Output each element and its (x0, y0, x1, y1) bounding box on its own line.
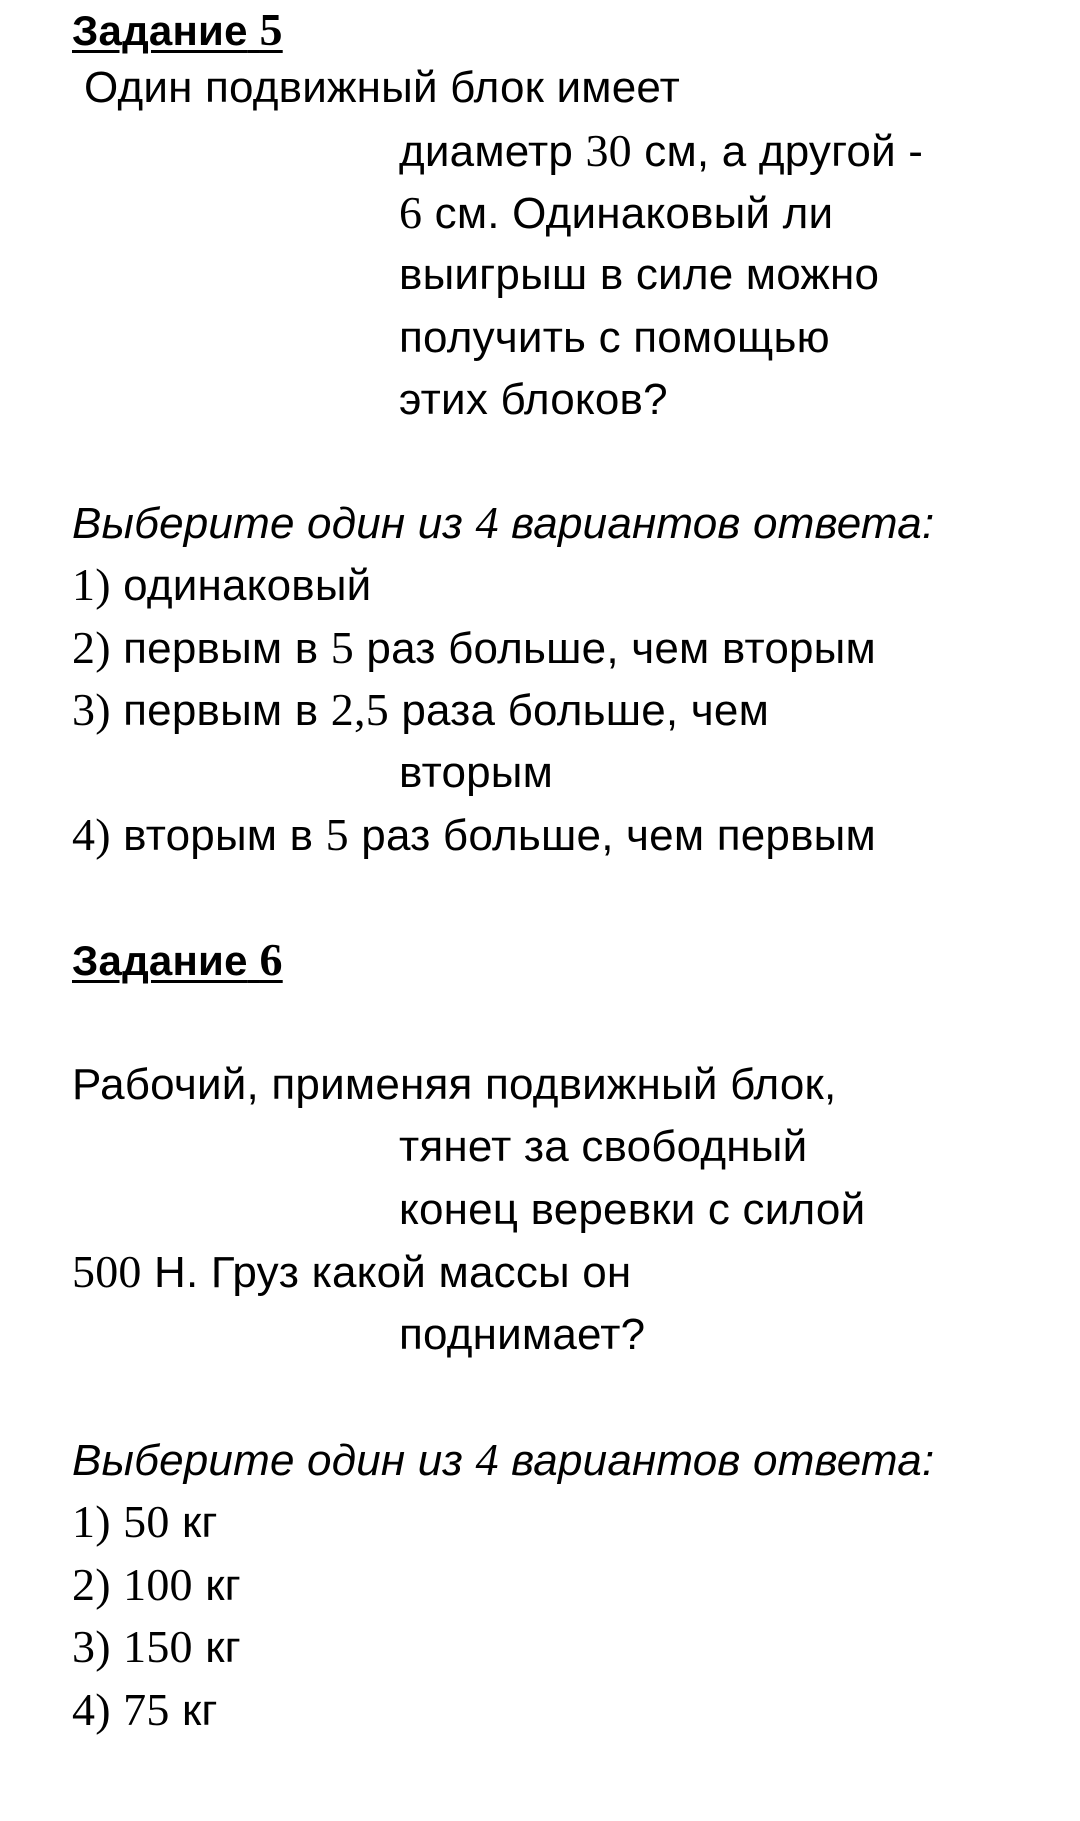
option-text: вторым в (110, 811, 326, 860)
option-number: 4) (72, 809, 111, 860)
option-value: 2,5 (330, 684, 389, 735)
task6-title-number: 6 (259, 934, 283, 985)
task6-text: Н. Груз какой массы он (141, 1248, 632, 1297)
task5-question-line-1: Один подвижный блок имеет (84, 63, 680, 112)
prompt-text: вариантов ответа: (498, 1436, 935, 1485)
option-value: 75 (123, 1684, 170, 1735)
option-text: раз больше, чем вторым (354, 624, 876, 673)
prompt-number: 4 (475, 1434, 499, 1485)
task5-question-line-5: получить с помощью (399, 313, 830, 362)
option-number: 3) (72, 684, 111, 735)
task5-title-number: 5 (259, 4, 283, 55)
prompt-number: 4 (475, 497, 499, 548)
option-number: 2) (72, 1559, 111, 1610)
task6-force-value: 500 (72, 1246, 142, 1297)
task6-title (72, 930, 283, 991)
option-number: 1) (72, 1496, 111, 1547)
task6-question-line-2: тянет за свободный (399, 1122, 808, 1171)
option-text: первым в (110, 624, 331, 673)
task5-question-line-6: этих блоков? (399, 375, 668, 424)
task6-question-line-5: поднимает? (399, 1310, 646, 1359)
task6-question-line-4 (72, 1242, 631, 1303)
option-number: 3) (72, 1621, 111, 1672)
task6-answer-prompt (72, 1430, 934, 1491)
prompt-text: Выберите один из (72, 1436, 476, 1485)
option-value: 5 (330, 622, 354, 673)
task5-diameter-1: 30 (585, 125, 632, 176)
task6-option-1 (72, 1492, 218, 1553)
prompt-text: вариантов ответа: (498, 499, 935, 548)
option-unit: кг (169, 1686, 218, 1735)
task5-text: диаметр (399, 127, 586, 176)
task5-title (72, 0, 283, 61)
task5-option-2 (72, 618, 876, 679)
task5-question-line-3 (399, 183, 833, 244)
option-number: 2) (72, 622, 111, 673)
option-text: раз больше, чем первым (348, 811, 876, 860)
task5-option-3-continuation: вторым (399, 748, 554, 797)
task5-text: см. Одинаковый ли (422, 189, 834, 238)
option-unit: кг (192, 1623, 241, 1672)
task6-option-3 (72, 1617, 241, 1678)
prompt-text: Выберите один из (72, 499, 476, 548)
option-value: 5 (325, 809, 349, 860)
option-text: одинаковый (110, 561, 372, 610)
task5-text: см, а другой - (631, 127, 924, 176)
task6-question-line-3: конец веревки с силой (399, 1185, 866, 1234)
option-unit: кг (169, 1498, 218, 1547)
task6-question-line-1: Рабочий, применяя подвижный блок, (72, 1060, 837, 1109)
task6-option-4 (72, 1680, 218, 1741)
option-number: 4) (72, 1684, 111, 1735)
option-value: 150 (123, 1621, 193, 1672)
option-value: 50 (123, 1496, 170, 1547)
task6-title-word: Задание (72, 937, 248, 984)
task5-question-line-2 (399, 121, 923, 182)
task5-option-1 (72, 555, 371, 616)
task6-option-2 (72, 1555, 241, 1616)
option-number: 1) (72, 559, 111, 610)
task5-answer-prompt (72, 493, 934, 554)
task5-option-3 (72, 680, 769, 741)
option-value: 100 (123, 1559, 193, 1610)
task5-diameter-2: 6 (399, 187, 423, 238)
task5-title-word: Задание (72, 7, 248, 54)
option-unit: кг (192, 1561, 241, 1610)
option-text: раза больше, чем (388, 686, 770, 735)
option-text: первым в (110, 686, 331, 735)
task5-option-4 (72, 805, 876, 866)
task5-question-line-4: выигрыш в силе можно (399, 250, 880, 299)
